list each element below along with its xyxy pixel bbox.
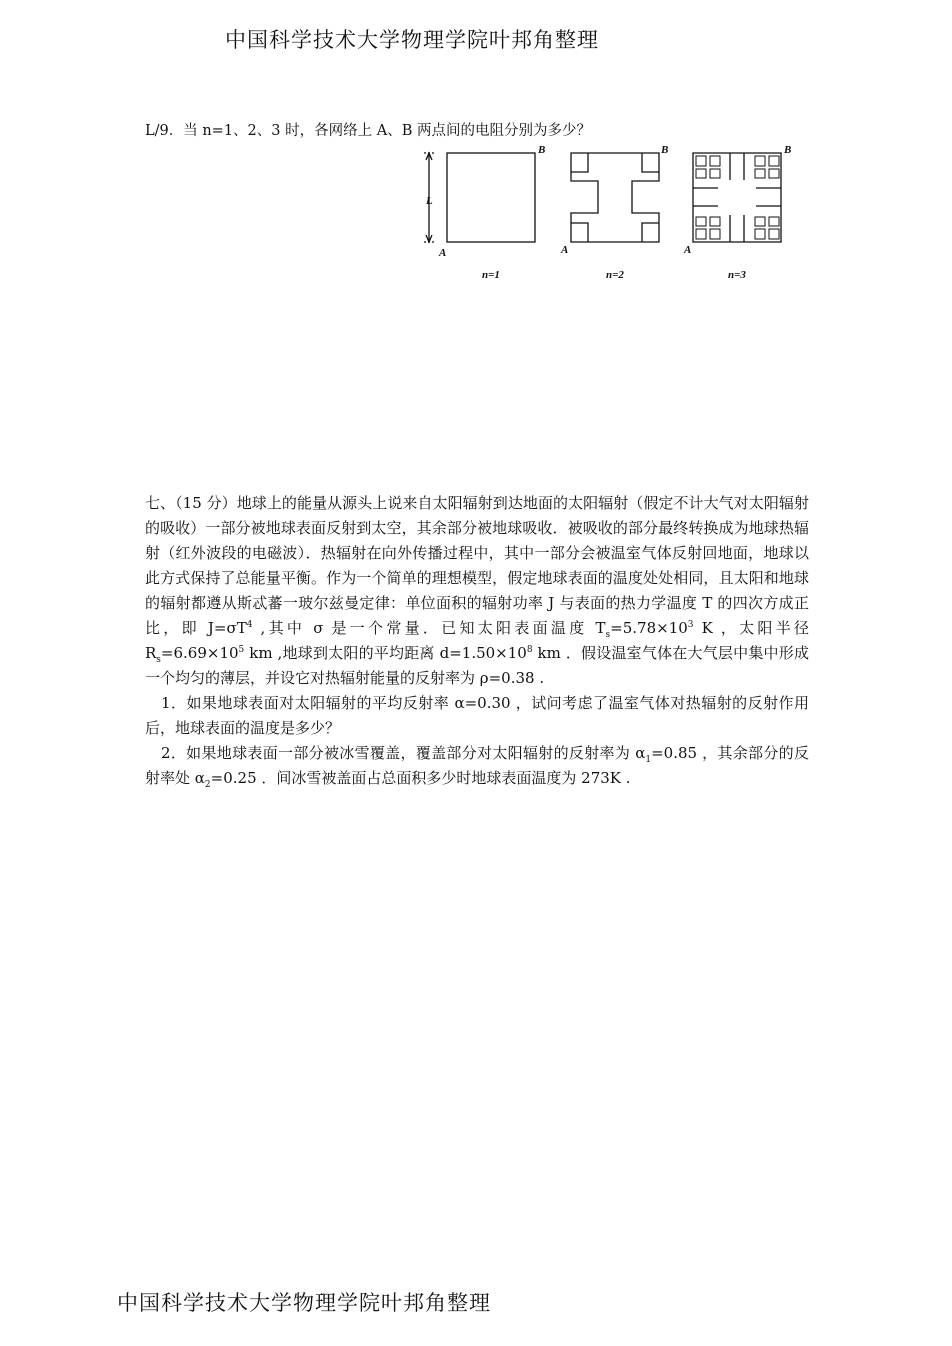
problem-7-question-2: 2．如果地球表面一部分被冰雪覆盖，覆盖部分对太阳辐射的反射率为 $\alpha_1=0.85$ ，其余部分的反射率处 $\alpha_2=0.25$ ．间冰雪被盖面占总面积多少时地球表面温度为 273K .: [145, 744, 809, 790]
caption-n2: n=2: [606, 269, 624, 281]
page-header: 中国科学技术大学物理学院叶邦角整理: [225, 28, 599, 52]
label-A-n2: A: [561, 244, 569, 256]
question-9-text: L/9．当 n=1、2、3 时，各网络上 A、B 两点间的电阻分别为多少？: [145, 123, 591, 139]
label-B-n2: B: [661, 144, 669, 156]
problem-7-question-1: 1．如果地球表面对太阳辐射的平均反射率 α=0.30 ，试问考虑了温室气体对热辐射的反射作用后，地球表面的温度是多少？: [145, 694, 809, 737]
label-B-n1: B: [538, 144, 546, 156]
problem-7: [145, 491, 809, 791]
caption-n3: n=3: [728, 269, 746, 281]
label-B-n3: B: [784, 144, 792, 156]
label-L: L: [426, 195, 433, 207]
network-n2: [571, 153, 659, 242]
network-n1: [447, 153, 535, 242]
label-A-n1: A: [439, 247, 447, 259]
caption-n1: n=1: [482, 269, 500, 281]
problem-7-intro: 七、（15 分）地球上的能量从源头上说来自太阳辐射到达地面的太阳辐射（假定不计大气对太阳辐射的吸收）一部分被地球表面反射到太空，其余部分被地球吸收．被吸收的部分最终转换成为地球热辐射（红外波段的电磁波）．热辐射在向外传播过程中，其中一部分会被温室气体反射回地面，地球以此方式保持了总能量平衡。作为一个简单的理想模型，假定地球表面的温度处处相同，且太阳和地球的辐射都遵从斯忒蕃一玻尔兹曼定律：单位面积的辐射功率 J 与表面的热力学温度 T 的四次方成正比，即 $J=\sigma T^4$ ,其中 σ 是一个常量．已知太阳表面温度 $T_s=5.78\times 10^3$ K ，太阳半径 $R_s=6.69\times 10^5$ km ,地球到太阳的平均距离 $d=1.50\times 10^8$ km ．假设温室气体在大气层中集中形成一个均匀的薄层，并设它对热辐射能量的反射率为 ρ=0.38 .: [145, 494, 809, 687]
resistor-network-figure: [420, 140, 800, 290]
label-A-n3: A: [684, 244, 692, 256]
page-footer: 中国科学技术大学物理学院叶邦角整理: [117, 1291, 491, 1315]
